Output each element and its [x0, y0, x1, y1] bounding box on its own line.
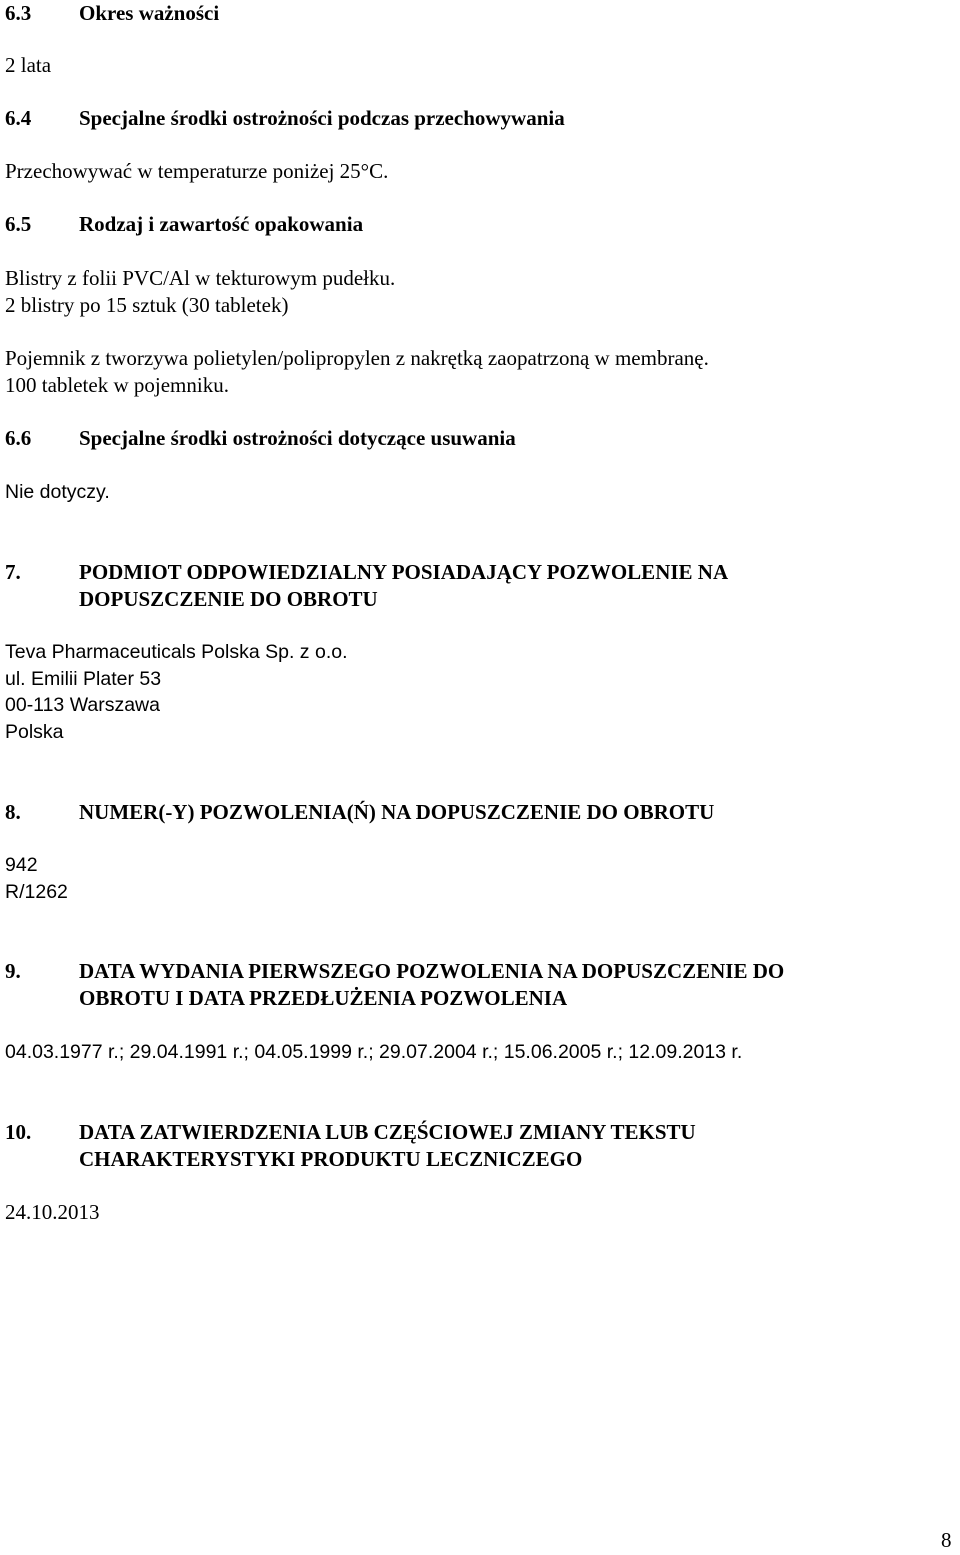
section-title: Specjalne środki ostrożności dotyczące usuwania [79, 426, 516, 450]
shelf-life-text: 2 lata [5, 53, 52, 77]
authorization-number: 942 [5, 854, 38, 876]
section-number: 9. [5, 959, 21, 983]
section-8-heading [5, 799, 714, 826]
section-6-3-heading [5, 0, 219, 27]
section-title-line-1: PODMIOT ODPOWIEDZIALNY POSIADAJĄCY POZWOLENIE NA [79, 560, 729, 584]
address-line: Polska [5, 721, 64, 743]
section-number: 7. [5, 560, 21, 584]
section-title-line-1: DATA WYDANIA PIERWSZEGO POZWOLENIA NA DOPUSZCZENIE DO [79, 959, 785, 983]
section-number: 6.3 [5, 1, 32, 25]
section-title-line-2: CHARAKTERYSTYKI PRODUKTU LECZNICZEGO [79, 1147, 583, 1171]
packaging-line: Blistry z folii PVC/Al w tekturowym pudełku. [5, 266, 396, 290]
section-number: 6.5 [5, 212, 32, 236]
section-6-6-heading [5, 425, 516, 452]
section-6-4-heading [5, 105, 565, 132]
authorization-dates: 04.03.1977 r.; 29.04.1991 r.; 04.05.1999 r.; 29.07.2004 r.; 15.06.2005 r.; 12.09.2013 r. [5, 1041, 743, 1063]
section-title: Rodzaj i zawartość opakowania [79, 212, 364, 236]
section-10-heading [5, 1119, 696, 1171]
section-6-5-heading [5, 211, 363, 238]
authorization-number: R/1262 [5, 881, 68, 903]
address-line: 00-113 Warszawa [5, 694, 160, 716]
section-number: 8. [5, 800, 21, 824]
section-title: Okres ważności [79, 1, 220, 25]
packaging-line: 100 tabletek w pojemniku. [5, 373, 229, 397]
disposal-text: Nie dotyczy. [5, 481, 110, 503]
section-title: NUMER(-Y) POZWOLENIA(Ń) NA DOPUSZCZENIE DO OBROTU [79, 800, 715, 824]
packaging-line: Pojemnik z tworzywa polietylen/polipropylen z nakrętką zaopatrzoną w membranę. [5, 346, 709, 370]
approval-date: 24.10.2013 [5, 1200, 100, 1224]
section-number: 6.6 [5, 426, 32, 450]
address-line: Teva Pharmaceuticals Polska Sp. z o.o. [5, 641, 348, 663]
storage-text: Przechowywać w temperaturze poniżej 25°C. [5, 159, 389, 183]
section-7-heading [5, 559, 729, 611]
section-9-heading [5, 958, 785, 1010]
packaging-line: 2 blistry po 15 sztuk (30 tabletek) [5, 293, 289, 317]
section-title-line-2: OBROTU I DATA PRZEDŁUŻENIA POZWOLENIA [79, 986, 568, 1010]
section-number: 6.4 [5, 106, 32, 130]
section-title-line-1: DATA ZATWIERDZENIA LUB CZĘŚCIOWEJ ZMIANY TEKSTU [79, 1120, 696, 1144]
section-number: 10. [5, 1120, 32, 1144]
page-number: 8 [941, 1528, 952, 1552]
address-line: ul. Emilii Plater 53 [5, 668, 162, 690]
section-title-line-2: DOPUSZCZENIE DO OBROTU [79, 587, 378, 611]
section-title: Specjalne środki ostrożności podczas przechowywania [79, 106, 565, 130]
